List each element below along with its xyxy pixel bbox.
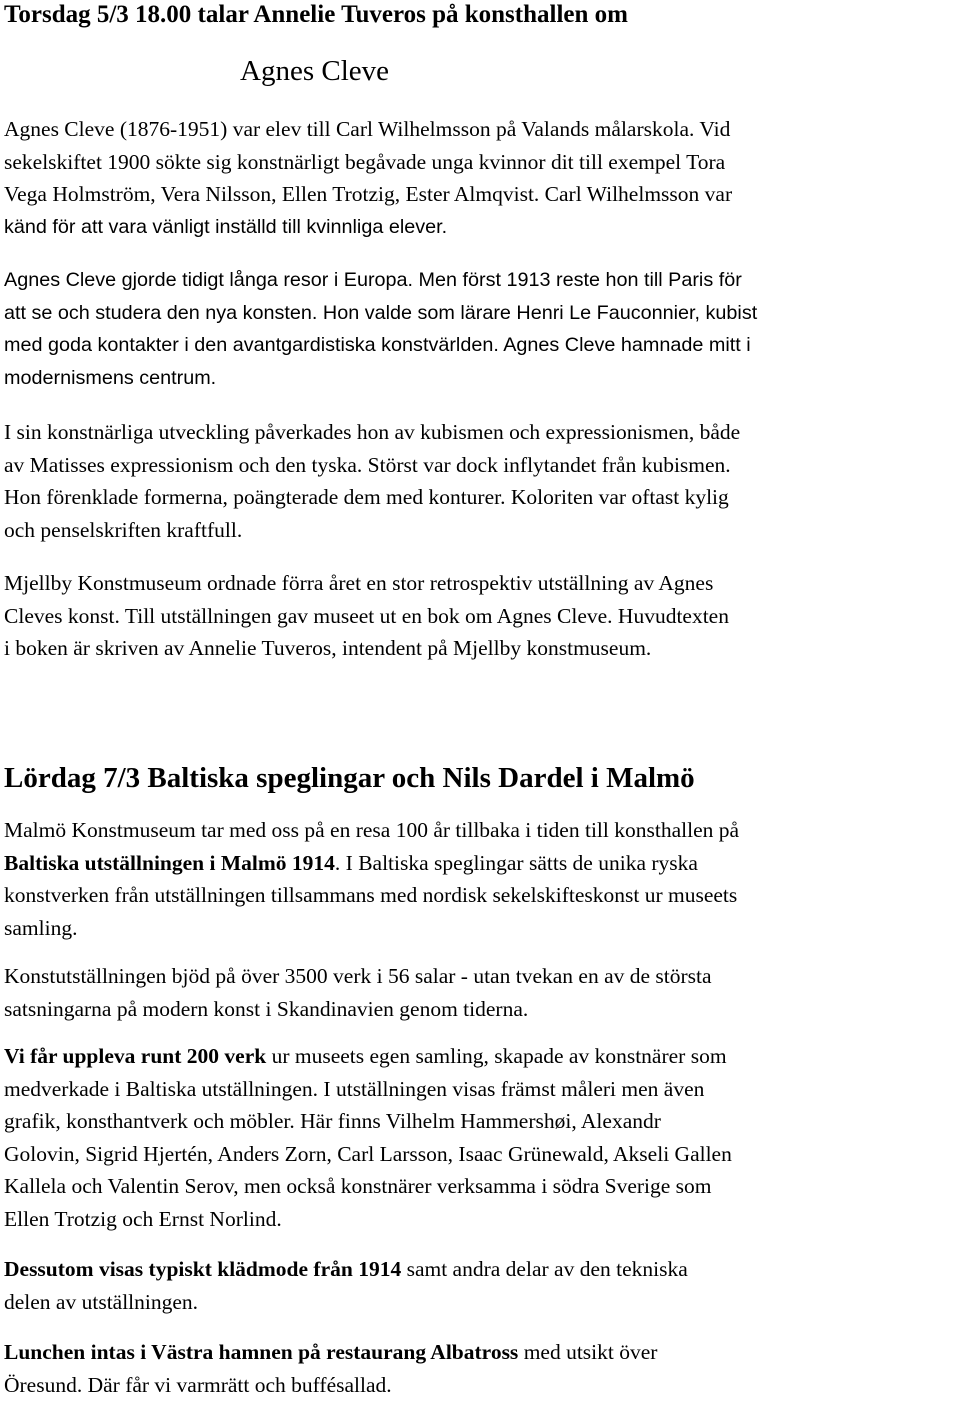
text-run: med utsikt över (518, 1340, 657, 1364)
section2-paragraph-4 (4, 1253, 956, 1318)
text-line: Malmö Konstmuseum tar med oss på en resa 100 år tillbaka i tiden till konsthallen på (4, 814, 956, 847)
section1-paragraph-1 (4, 113, 956, 243)
text-line: med goda kontakter i den avantgardistiska konstvärlden. Agnes Cleve hamnade mitt i (4, 329, 956, 362)
text-line: Mjellby Konstmuseum ordnade förra året en stor retrospektiv utställning av Agnes (4, 567, 956, 600)
section1-paragraph-4 (4, 567, 956, 665)
text-line: känd för att vara vänligt inställd till kvinnliga elever. (4, 211, 956, 244)
section1-heading: Torsdag 5/3 18.00 talar Annelie Tuveros på konsthallen om (4, 0, 628, 30)
section1-subtitle: Agnes Cleve (240, 54, 389, 88)
text-line: samling. (4, 912, 956, 945)
text-line: av Matisses expressionism och den tyska. Störst var dock inflytandet från kubismen. (4, 449, 956, 482)
section2-paragraph-1 (4, 814, 956, 944)
text-run: samt andra delar av den tekniska (401, 1257, 688, 1281)
text-line: Konstutställningen bjöd på över 3500 verk i 56 salar - utan tvekan en av de största (4, 960, 956, 993)
text-line: Öresund. Där får vi varmrätt och buffésallad. (4, 1369, 956, 1401)
bold-text: Baltiska utställningen i Malmö 1914 (4, 851, 335, 875)
text-line: och penselskriften kraftfull. (4, 514, 956, 547)
section1-paragraph-2 (4, 264, 956, 394)
text-line: Golovin, Sigrid Hjertén, Anders Zorn, Carl Larsson, Isaac Grünewald, Akseli Gallen (4, 1138, 956, 1171)
text-line (4, 1253, 956, 1286)
text-line: Hon förenklade formerna, poängterade dem med konturer. Koloriten var oftast kylig (4, 481, 956, 514)
text-line: delen av utställningen. (4, 1286, 956, 1319)
section1-paragraph-3 (4, 416, 956, 546)
text-line: Cleves konst. Till utställningen gav museet ut en bok om Agnes Cleve. Huvudtexten (4, 600, 956, 633)
bold-text: Dessutom visas typiskt klädmode från 1914 (4, 1257, 401, 1281)
text-line: modernismens centrum. (4, 362, 956, 395)
text-line: Agnes Cleve (1876-1951) var elev till Carl Wilhelmsson på Valands målarskola. Vid (4, 113, 956, 146)
text-line: Ellen Trotzig och Ernst Norlind. (4, 1203, 956, 1236)
text-line: sekelskiftet 1900 sökte sig konstnärligt begåvade unga kvinnor dit till exempel Tora (4, 146, 956, 179)
section2-paragraph-3 (4, 1040, 956, 1235)
text-line (4, 847, 956, 880)
bold-text: Lunchen intas i Västra hamnen på restaurang Albatross (4, 1340, 518, 1364)
text-line: I sin konstnärliga utveckling påverkades hon av kubismen och expressionismen, både (4, 416, 956, 449)
text-run: ur museets egen samling, skapade av konstnärer som (266, 1044, 726, 1068)
text-line: grafik, konsthantverk och möbler. Här finns Vilhelm Hammershøi, Alexandr (4, 1105, 956, 1138)
text-line (4, 1040, 956, 1073)
text-line: konstverken från utställningen tillsammans med nordisk sekelskifteskonst ur museets (4, 879, 956, 912)
text-run: . I Baltiska speglingar sätts de unika ryska (335, 851, 698, 875)
section2-heading: Lördag 7/3 Baltiska speglingar och Nils Dardel i Malmö (4, 760, 695, 796)
text-line: att se och studera den nya konsten. Hon valde som lärare Henri Le Fauconnier, kubist (4, 297, 956, 330)
text-line: i boken är skriven av Annelie Tuveros, intendent på Mjellby konstmuseum. (4, 632, 956, 665)
text-line: satsningarna på modern konst i Skandinavien genom tiderna. (4, 993, 956, 1026)
text-line: medverkade i Baltiska utställningen. I utställningen visas främst måleri men även (4, 1073, 956, 1106)
section2-paragraph-2 (4, 960, 956, 1025)
section2-paragraph-5 (4, 1336, 956, 1401)
text-line: Agnes Cleve gjorde tidigt långa resor i Europa. Men först 1913 reste hon till Paris för (4, 264, 956, 297)
text-line: Kallela och Valentin Serov, men också konstnärer verksamma i södra Sverige som (4, 1170, 956, 1203)
text-line (4, 1336, 956, 1369)
text-line: Vega Holmström, Vera Nilsson, Ellen Trotzig, Ester Almqvist. Carl Wilhelmsson var (4, 178, 956, 211)
bold-text: Vi får uppleva runt 200 verk (4, 1044, 266, 1068)
